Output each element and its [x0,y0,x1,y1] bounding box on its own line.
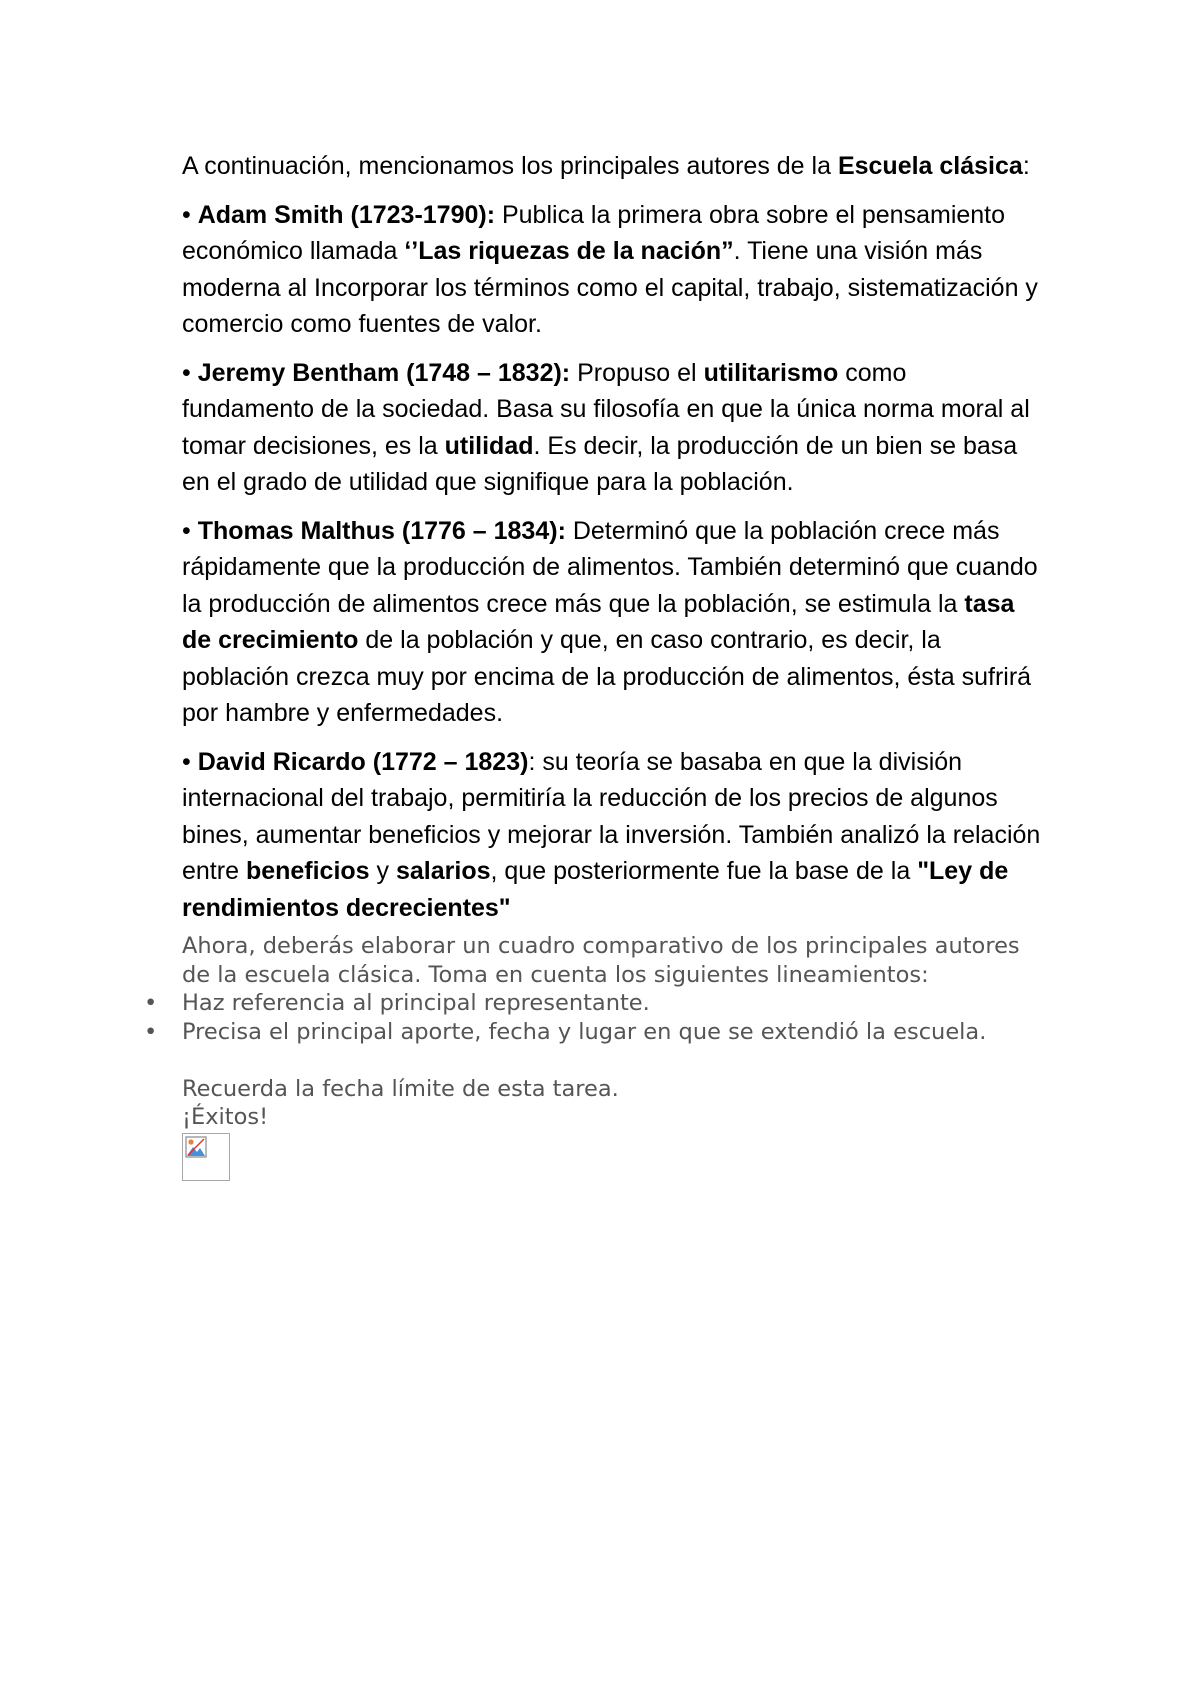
broken-image-glyph [185,1136,207,1158]
list-item: • Haz referencia al principal representante. [182,989,1042,1018]
instructions-list [182,989,1042,1046]
broken-image-icon [182,1133,230,1181]
closing-text: ¡Éxitos! [182,1104,269,1130]
reminder-text: Recuerda la fecha límite de esta tarea. [182,1075,619,1102]
list-item: • Precisa el principal aporte, fecha y lugar en que se extendió la escuela. [182,1018,1042,1047]
author-david-ricardo: • David Ricardo (1772 – 1823): su teoría se basaba en que la división internacional del trabajo, permitiría la reducción de los precios de algunos bines, aumentar beneficios y mejorar la inversión. También analizó la relación entre beneficios y salarios, que posteriormente fue la base de la "Ley de rendimientos decrecientes" [182,747,1041,922]
author-name: Adam Smith (1723-1790): [197,200,496,229]
intro-bold: Escuela clásica [837,152,1023,180]
instructions [182,932,1042,1188]
author-jeremy-bentham: • Jeremy Bentham (1748 – 1832): Propuso el utilitarismo como fundamento de la sociedad. Basa su filosofía en que la única norma moral al tomar decisiones, es la utilidad. Es decir, la producción de un bien se basa en el grado de utilidad que signifique para la población. [182,358,1030,496]
document-page [182,148,1042,1188]
author-name: David Ricardo (1772 – 1823) [197,747,529,776]
author-name: Jeremy Bentham (1748 – 1832): [197,358,571,387]
spacer [182,1046,1042,1075]
main-content [182,148,1042,926]
author-name: Thomas Malthus (1776 – 1834): [197,516,566,545]
work-title: ‘’Las riquezas de la nación” [404,237,734,265]
author-adam-smith: • Adam Smith (1723-1790): Publica la primera obra sobre el pensamiento económico llamada ‘’Las riquezas de la nación”. Tiene una visión más moderna al Incorporar los términos como el capital, trabajo, sistematización y comercio como fuentes de valor. [182,200,1038,338]
instructions-intro: Ahora, deberás elaborar un cuadro comparativo de los principales autores de la escuela clásica. Toma en cuenta los siguientes lineamientos: [182,933,1020,988]
author-thomas-malthus: • Thomas Malthus (1776 – 1834): Determinó que la población crece más rápidamente que la producción de alimentos. También determinó que cuando la producción de alimentos crece más que la población, se estimula la tasa de crecimiento de la población y que, en caso contrario, es decir, la población crezca muy por encima de la producción de alimentos, ésta sufrirá por hambre y enfermedades. [182,516,1038,727]
intro-paragraph: A continuación, mencionamos los principales autores de la Escuela clásica: [182,152,1030,180]
